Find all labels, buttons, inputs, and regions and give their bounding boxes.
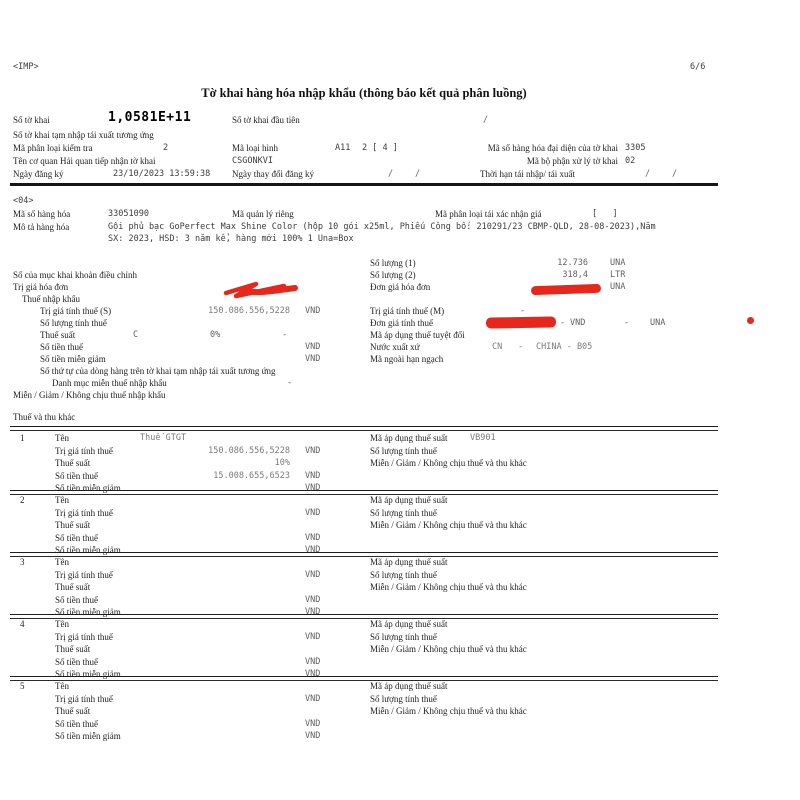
ma-phan-loai-gia-value: [ ]: [592, 209, 618, 219]
redaction-scribble-invoice-value: [222, 279, 300, 301]
item-tri-gia-currency: VND: [305, 508, 321, 518]
thoi-han-slash-2: /: [672, 169, 678, 179]
page-title: Tờ khai hàng hóa nhập khẩu (thông báo kết quả phân luồng): [201, 86, 527, 100]
thue-nhap-khau-section-label: Thuế nhập khẩu: [22, 294, 80, 304]
item-so-tien-thue-label: Số tiền thuế: [55, 533, 98, 543]
item-so-luong-label: Số lượng tính thuế: [370, 632, 437, 642]
mo-ta-line-1: Gội phủ bạc GoPerfect Max Shine Color (hộp 10 gói x25ml, Phiếu Công bố: 210291/23 CBMP-QLD, 28-08-2023),Năm: [108, 222, 656, 232]
item-number: 2: [20, 495, 25, 505]
so-luong-2-value: 318,4: [562, 270, 588, 280]
item-so-tien-thue-label: Số tiền thuế: [55, 471, 98, 481]
item-tri-gia-currency: VND: [305, 632, 321, 642]
mo-ta-line-2: SX: 2023, HSD: 3 năm kể, hàng mới 100% 1 Una=Box: [108, 234, 354, 244]
item-so-luong-label: Số lượng tính thuế: [370, 446, 437, 456]
ngay-thay-doi-slash-2: /: [415, 169, 421, 179]
item-tri-gia-label: Trị giá tính thuế: [55, 570, 113, 580]
so-luong-2-label: Số lượng (2): [370, 270, 416, 280]
ma-phan-loai-kiem-tra-label: Mã phân loại kiểm tra: [13, 143, 93, 153]
ngay-thay-doi-slash-1: /: [388, 169, 394, 179]
so-luong-1-label: Số lượng (1): [370, 258, 416, 268]
item-ma-ap-dung-label: Mã áp dụng thuế suất: [370, 557, 448, 567]
thoi-han-slash-1: /: [645, 169, 651, 179]
item-mien-giam-currency: VND: [305, 483, 321, 493]
item-tri-gia-value: 150.086.556,5228: [208, 446, 290, 456]
ma-loai-hinh-extra: 2 [ 4 ]: [362, 143, 398, 153]
item-number: 1: [20, 433, 25, 443]
item-tri-gia-currency: VND: [305, 446, 321, 456]
tax-item-row-4: [0, 617, 800, 679]
danh-muc-mien-thue-label: Danh mục miễn thuế nhập khẩu: [52, 378, 167, 388]
redaction-bar-unit-price: [531, 284, 601, 295]
item-mien-giam-tien-label: Số tiền miễn giảm: [55, 607, 121, 617]
so-to-khai-value: 1,0581E+11: [108, 110, 192, 125]
item-ma-ap-dung-label: Mã áp dụng thuế suất: [370, 433, 448, 443]
item-ma-ap-dung-label: Mã áp dụng thuế suất: [370, 495, 448, 505]
goods-section-tag: <04>: [13, 196, 34, 206]
item-mien-giam-label: Miễn / Giảm / Không chịu thuế và thu khác: [370, 706, 527, 716]
thue-suat-code: C: [133, 330, 139, 340]
item-thue-suat-label: Thuế suất: [55, 582, 91, 592]
ma-ngoai-han-ngach-label: Mã ngoài hạn ngạch: [370, 354, 444, 364]
mien-giam-nhap-khau-label: Miễn / Giảm / Không chịu thuế nhập khẩu: [13, 390, 166, 400]
ma-bo-phan-label: Mã bộ phận xử lý tờ khai: [526, 156, 618, 166]
ma-loai-hinh-value: A11: [335, 143, 351, 153]
item-tri-gia-currency: VND: [305, 570, 321, 580]
item-tri-gia-label: Trị giá tính thuế: [55, 632, 113, 642]
don-gia-tinh-thue-currency: VND: [570, 318, 586, 328]
item-so-tien-thue-currency: VND: [305, 719, 321, 729]
don-gia-tinh-thue-label: Đơn giá tính thuế: [370, 318, 433, 328]
so-luong-2-unit: LTR: [610, 270, 626, 280]
item-ten-label: Tên: [55, 557, 69, 567]
so-thu-tu-label: Số thứ tự của dòng hàng trên tờ khai tạm nhập tái xuất tương ứng: [40, 366, 276, 376]
item-ten-label: Tên: [55, 619, 69, 629]
ma-quan-ly-rieng-label: Mã quản lý riêng: [232, 209, 294, 219]
item-mien-giam-currency: VND: [305, 731, 321, 741]
item-so-tien-thue-label: Số tiền thuế: [55, 595, 98, 605]
item-mien-giam-tien-label: Số tiền miễn giảm: [55, 483, 121, 493]
tri-gia-m-label: Trị giá tính thuế (M): [370, 306, 445, 316]
item-so-luong-label: Số lượng tính thuế: [370, 508, 437, 518]
item-thue-suat-label: Thuế suất: [55, 706, 91, 716]
nuoc-xuat-xu-value: CHINA - B05: [536, 342, 593, 352]
page-number: 6/6: [690, 62, 706, 72]
item-thue-suat-value: 10%: [274, 458, 290, 468]
item-ma-ap-dung-label: Mã áp dụng thuế suất: [370, 619, 448, 629]
thue-va-thu-khac-section-label: Thuế và thu khác: [13, 412, 76, 422]
ngay-dang-ky-label: Ngày đăng ký: [13, 169, 64, 179]
red-marker-dot: [747, 317, 754, 324]
so-to-khai-dau-tien-label: Số tờ khai đầu tiên: [232, 115, 300, 125]
item-ten-label: Tên: [55, 495, 69, 505]
item-number: 5: [20, 681, 25, 691]
don-gia-tinh-thue-unit: UNA: [650, 318, 666, 328]
item-so-tien-thue-currency: VND: [305, 657, 321, 667]
item-so-tien-thue-value: 15.008.655,6523: [213, 471, 290, 481]
so-tien-thue-currency: VND: [305, 342, 321, 352]
item-ma-ap-dung-value: VB901: [470, 433, 496, 443]
tri-gia-s-value: 150.086.556,5228: [208, 306, 290, 316]
item-mien-giam-label: Miễn / Giảm / Không chịu thuế và thu khác: [370, 644, 527, 654]
so-tien-thue-label: Số tiền thuế: [40, 342, 83, 352]
tri-gia-s-currency: VND: [305, 306, 321, 316]
tri-gia-m-value: -: [520, 306, 526, 316]
item-so-tien-thue-currency: VND: [305, 595, 321, 605]
item-mien-giam-tien-label: Số tiền miễn giảm: [55, 545, 121, 555]
tax-item-row-5: [0, 679, 800, 741]
item-ten-value: Thuế GTGT: [140, 433, 187, 443]
ma-loai-hinh-label: Mã loại hình: [232, 143, 278, 153]
ma-phan-loai-kiem-tra-value: 2: [163, 143, 169, 153]
don-gia-hoa-don-unit: UNA: [610, 282, 626, 292]
item-so-tien-thue-currency: VND: [305, 471, 321, 481]
thue-suat-dash: -: [282, 330, 288, 340]
item-so-luong-label: Số lượng tính thuế: [370, 570, 437, 580]
ma-phan-loai-gia-label: Mã phân loại tái xác nhận giá: [435, 209, 542, 219]
item-mien-giam-currency: VND: [305, 607, 321, 617]
item-so-luong-label: Số lượng tính thuế: [370, 694, 437, 704]
item-mien-giam-label: Miễn / Giảm / Không chịu thuế và thu khác: [370, 520, 527, 530]
item-so-tien-thue-label: Số tiền thuế: [55, 719, 98, 729]
tax-item-row-1: [0, 431, 800, 493]
redaction-bar-taxable-unit-price: [486, 316, 556, 328]
so-tien-mien-giam-currency: VND: [305, 354, 321, 364]
so-to-khai-dau-tien-value: /: [483, 115, 489, 125]
item-tri-gia-label: Trị giá tính thuế: [55, 694, 113, 704]
nuoc-xuat-xu-code: CN: [492, 342, 503, 352]
item-mien-giam-label: Miễn / Giảm / Không chịu thuế và thu khác: [370, 458, 527, 468]
item-mien-giam-currency: VND: [305, 545, 321, 555]
don-gia-tinh-thue-dash-1: -: [560, 318, 566, 328]
ngay-dang-ky-value: 23/10/2023 13:59:38: [113, 169, 211, 179]
section-divider-thick: [10, 183, 718, 186]
tri-gia-s-label: Trị giá tính thuế (S): [40, 306, 112, 316]
so-luong-1-unit: UNA: [610, 258, 626, 268]
ma-so-hang-hoa-value: 33051090: [108, 209, 149, 219]
nuoc-xuat-xu-dash: -: [518, 342, 524, 352]
danh-muc-mien-thue-value: -: [287, 378, 293, 388]
item-mien-giam-tien-label: Số tiền miễn giảm: [55, 669, 121, 679]
item-ma-ap-dung-label: Mã áp dụng thuế suất: [370, 681, 448, 691]
item-number: 3: [20, 557, 25, 567]
so-luong-1-value: 12.736: [557, 258, 588, 268]
item-tri-gia-label: Trị giá tính thuế: [55, 446, 113, 456]
ngay-thay-doi-label: Ngày thay đổi đăng ký: [232, 169, 314, 179]
item-tri-gia-currency: VND: [305, 694, 321, 704]
co-quan-value: CSGONKVI: [232, 156, 273, 166]
tam-nhap-tai-xuat-label: Số tờ khai tạm nhập tái xuất tương ứng: [13, 130, 154, 140]
ma-ap-dung-tuyet-doi-label: Mã áp dụng thuế tuyệt đối: [370, 330, 465, 340]
mo-ta-hang-hoa-label: Mô tả hàng hóa: [13, 222, 70, 232]
item-thue-suat-label: Thuế suất: [55, 520, 91, 530]
so-luong-tinh-thue-label: Số lượng tính thuế: [40, 318, 107, 328]
khoan-dieu-chinh-label: Số của mục khai khoản điều chỉnh: [13, 270, 137, 280]
ma-bo-phan-value: 02: [625, 156, 636, 166]
tax-item-row-2: [0, 493, 800, 555]
item-mien-giam-label: Miễn / Giảm / Không chịu thuế và thu khác: [370, 582, 527, 592]
item-ten-label: Tên: [55, 433, 69, 443]
item-so-tien-thue-currency: VND: [305, 533, 321, 543]
thue-suat-label: Thuế suất: [40, 330, 76, 340]
doc-tag: <IMP>: [13, 62, 39, 72]
item-number: 4: [20, 619, 25, 629]
item-so-tien-thue-label: Số tiền thuế: [55, 657, 98, 667]
item-mien-giam-currency: VND: [305, 669, 321, 679]
ma-so-dai-dien-label: Mã số hàng hóa đại diện của tờ khai: [487, 143, 618, 153]
so-tien-mien-giam-label: Số tiền miễn giảm: [40, 354, 106, 364]
co-quan-label: Tên cơ quan Hải quan tiếp nhận tờ khai: [13, 156, 156, 166]
item-thue-suat-label: Thuế suất: [55, 644, 91, 654]
tax-item-row-3: [0, 555, 800, 617]
don-gia-tinh-thue-dash-2: -: [624, 318, 630, 328]
thue-suat-value: 0%: [210, 330, 221, 340]
item-ten-label: Tên: [55, 681, 69, 691]
item-tri-gia-label: Trị giá tính thuế: [55, 508, 113, 518]
tri-gia-hoa-don-label: Trị giá hóa đơn: [13, 282, 69, 292]
so-to-khai-label: Số tờ khai: [13, 115, 50, 125]
thoi-han-label: Thời hạn tái nhập/ tái xuất: [480, 169, 575, 179]
nuoc-xuat-xu-label: Nước xuất xứ: [370, 342, 420, 352]
don-gia-hoa-don-label: Đơn giá hóa đơn: [370, 282, 431, 292]
item-mien-giam-tien-label: Số tiền miễn giảm: [55, 731, 121, 741]
ma-so-dai-dien-value: 3305: [625, 143, 646, 153]
item-thue-suat-label: Thuế suất: [55, 458, 91, 468]
ma-so-hang-hoa-label: Mã số hàng hóa: [13, 209, 71, 219]
